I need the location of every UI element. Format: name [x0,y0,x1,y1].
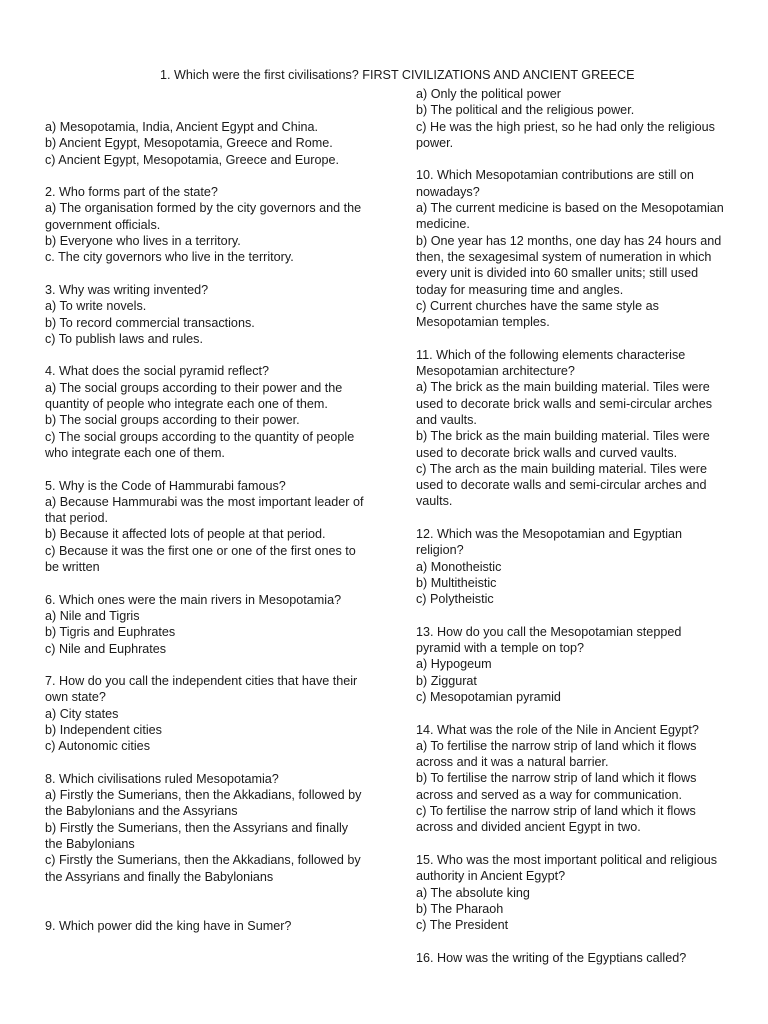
question-block [416,526,726,607]
answer-option: b) Firstly the Sumerians, then the Assyrians and finally the Babylonians [45,820,349,852]
question-text: 15. Who was the most important political and religious authority in Ancient Egypt? [416,852,717,884]
answer-option: b) Because it affected lots of people at that period. [45,527,326,542]
answer-option: b) One year has 12 months, one day has 24 hours and then, the sexagesimal system of numeration in which every unit is divided into 60 smaller units; still used today for measuring time and angles. [416,233,722,297]
answer-option: b) Tigris and Euphrates [45,625,176,640]
answer-option: b) The political and the religious power. [416,103,635,118]
answer-option: b) Ziggurat [416,673,477,688]
answer-option: a) The social groups according to their power and the quantity of people who integrate each one of them. [45,380,343,412]
answer-option: c) The President [416,918,509,933]
answer-option: b) To record commercial transactions. [45,315,255,330]
question-block [45,282,365,347]
question-block [416,167,726,330]
question-text: 11. Which of the following elements characterise Mesopotamian architecture? [416,347,686,379]
answer-option: a) The current medicine is based on the Mesopotamian medicine. [416,201,724,232]
answer-option: c) To fertilise the narrow strip of land which it flows across and divided ancient Egypt in two. [416,804,696,835]
answer-option: c) The social groups according to the quantity of people who integrate each one of them. [45,429,355,460]
answer-option: a) Monotheistic [416,559,502,574]
question-text: 13. How do you call the Mesopotamian stepped pyramid with a temple on top? [416,624,682,656]
question-text: 12. Which was the Mesopotamian and Egyptian religion? [416,527,683,558]
answer-option: a) To fertilise the narrow strip of land which it flows across and it was a natural barrier. [416,738,697,770]
answer-option: c) Current churches have the same style as Mesopotamian temples. [416,298,659,330]
question-continuation [45,119,365,168]
answer-option: a) Only the political power [416,87,561,101]
answer-option: c) Polytheistic [416,592,494,607]
question-text: 7. How do you call the independent cities that have their own state? [45,674,358,705]
answer-option: c) Because it was the first one or one of the first ones to be written [45,543,356,575]
question-text: 9. Which power did the king have in Sumer? [45,918,292,933]
question-text: 5. Why is the Code of Hammurabi famous? [45,478,286,493]
answer-option: b) Multitheistic [416,575,497,590]
question-text: 4. What does the social pyramid reflect? [45,364,269,379]
question-block [45,478,365,576]
answer-option: b) To fertilise the narrow strip of land which it flows across and served as a way for communication. [416,771,697,802]
question-text: 6. Which ones were the main rivers in Mesopotamia? [45,592,342,607]
answer-option: b) Independent cities [45,722,162,737]
answer-option: b) The social groups according to their power. [45,413,300,428]
right-column [416,86,726,982]
answer-option: c) To publish laws and rules. [45,331,203,346]
question-text: 16. How was the writing of the Egyptians called? [416,950,687,965]
answer-option: c) Firstly the Sumerians, then the Akkadians, followed by the Assyrians and finally the Babylonians [45,853,361,884]
answer-option: a) The brick as the main building material. Tiles were used to decorate brick walls and semi-circular arches and vaults. [416,380,713,427]
question-continuation [416,86,726,151]
answer-option: a) Because Hammurabi was the most important leader of that period. [45,494,364,526]
question-text: 8. Which civilisations ruled Mesopotamia? [45,771,279,786]
answer-option: c. The city governors who live in the territory. [45,250,294,265]
question-text: 10. Which Mesopotamian contributions are still on nowadays? [416,168,694,199]
answer-option: a) The absolute king [416,885,530,900]
answer-option: a) City states [45,706,119,721]
question-block [45,363,365,461]
question-block [45,184,365,265]
question-block [45,592,365,657]
question-text: 14. What was the role of the Nile in Ancient Egypt? [416,722,699,737]
question-block [416,950,726,966]
answer-option: c) Ancient Egypt, Mesopotamia, Greece and Europe. [45,152,340,167]
question-block [45,918,365,934]
answer-option: a) The organisation formed by the city governors and the government officials. [45,201,362,232]
answer-option: b) Everyone who lives in a territory. [45,234,241,249]
answer-option: a) Firstly the Sumerians, then the Akkadians, followed by the Babylonians and the Assyrians [45,788,362,819]
question-text: 2. Who forms part of the state? [45,185,218,200]
answer-option: a) Mesopotamia, India, Ancient Egypt and China. [45,120,319,134]
answer-option: a) Nile and Tigris [45,608,140,623]
answer-option: a) Hypogeum [416,657,492,672]
answer-option: b) The brick as the main building material. Tiles were used to decorate brick walls and curved vaults. [416,429,710,460]
answer-option: c) Autonomic cities [45,739,150,754]
question-text: 3. Why was writing invented? [45,282,209,297]
page-title: 1. Which were the first civilisations? FIRST CIVILIZATIONS AND ANCIENT GREECE [160,68,635,82]
question-block [45,771,365,885]
answer-option: c) Nile and Euphrates [45,641,167,656]
question-block [416,852,726,933]
answer-option: c) Mesopotamian pyramid [416,689,561,704]
question-block [416,624,726,705]
question-block [416,347,726,510]
left-column [45,119,365,950]
answer-option: b) The Pharaoh [416,901,504,916]
answer-option: c) He was the high priest, so he had only the religious power. [416,119,715,150]
question-block [45,673,365,754]
question-block [416,722,726,836]
answer-option: b) Ancient Egypt, Mesopotamia, Greece and Rome. [45,136,333,151]
answer-option: c) The arch as the main building material. Tiles were used to decorate walls and semi-circular arches and vaults. [416,461,707,509]
answer-option: a) To write novels. [45,299,147,314]
